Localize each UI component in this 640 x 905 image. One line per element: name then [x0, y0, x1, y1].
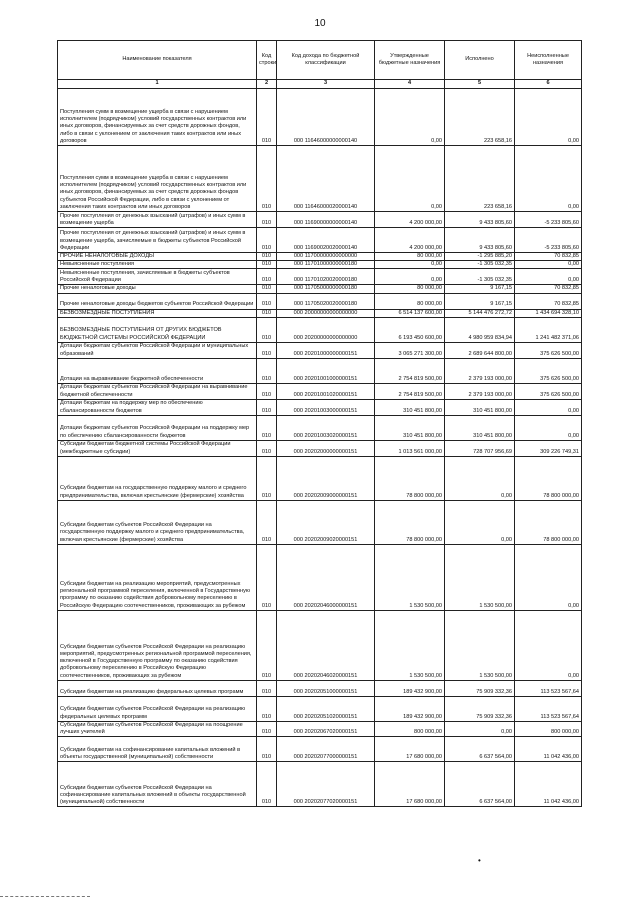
- table-row: [58, 415, 582, 440]
- row-approved-amount: 78 800 000,00: [375, 456, 445, 500]
- row-unexecuted-amount: 375 626 500,00: [515, 358, 582, 383]
- row-classification-code: 000 11690000000000140: [277, 212, 375, 228]
- row-classification-code: 000 11646000020000140: [277, 146, 375, 212]
- table-row: [58, 293, 582, 309]
- row-line-code: 010: [257, 309, 277, 317]
- column-number: 4: [375, 80, 445, 89]
- row-approved-amount: 1 530 500,00: [375, 610, 445, 680]
- row-name: БЕЗВОЗМЕЗДНЫЕ ПОСТУПЛЕНИЯ ОТ ДРУГИХ БЮДЖЕТОВ БЮДЖЕТНОЙ СИСТЕМЫ РОССИЙСКОЙ ФЕДЕРАЦИИ: [58, 317, 257, 342]
- row-line-code: 010: [257, 440, 277, 456]
- row-executed-amount: 9 433 805,60: [445, 212, 515, 228]
- column-number-row: [58, 80, 582, 89]
- table-header-row: [58, 41, 582, 80]
- row-name: Прочие неналоговые доходы бюджетов субъектов Российской Федерации: [58, 293, 257, 309]
- row-line-code: 010: [257, 269, 277, 285]
- row-executed-amount: 9 167,15: [445, 285, 515, 293]
- page-number: 10: [314, 18, 326, 29]
- row-executed-amount: 2 379 193 000,00: [445, 383, 515, 399]
- row-approved-amount: 189 432 900,00: [375, 680, 445, 696]
- table-row: [58, 737, 582, 762]
- row-classification-code: 000 20202046000000151: [277, 544, 375, 610]
- row-approved-amount: 2 754 819 500,00: [375, 358, 445, 383]
- row-unexecuted-amount: 70 832,85: [515, 293, 582, 309]
- row-line-code: 010: [257, 89, 277, 146]
- row-line-code: 010: [257, 500, 277, 544]
- row-executed-amount: 223 658,16: [445, 89, 515, 146]
- row-classification-code: 000 20202051020000151: [277, 696, 375, 721]
- row-line-code: 010: [257, 721, 277, 736]
- row-approved-amount: 189 432 900,00: [375, 696, 445, 721]
- row-approved-amount: 0,00: [375, 261, 445, 269]
- row-approved-amount: 1 013 561 000,00: [375, 440, 445, 456]
- row-classification-code: 000 20201001000000151: [277, 358, 375, 383]
- row-unexecuted-amount: 78 800 000,00: [515, 500, 582, 544]
- row-approved-amount: 0,00: [375, 89, 445, 146]
- table-row: [58, 253, 582, 261]
- row-name: Дотации бюджетам субъектов Российской Федерации и муниципальных образований: [58, 342, 257, 358]
- header-approved-appropriations: Утвержденные бюджетные назначения: [375, 41, 445, 80]
- row-line-code: 010: [257, 737, 277, 762]
- row-unexecuted-amount: -5 233 805,60: [515, 212, 582, 228]
- row-unexecuted-amount: 0,00: [515, 415, 582, 440]
- row-unexecuted-amount: 0,00: [515, 269, 582, 285]
- row-line-code: 010: [257, 399, 277, 415]
- table-body: [58, 89, 582, 807]
- row-line-code: 010: [257, 456, 277, 500]
- row-unexecuted-amount: 309 226 749,31: [515, 440, 582, 456]
- column-number: 5: [445, 80, 515, 89]
- row-name: Субсидии бюджетам на реализацию федеральных целевых программ: [58, 680, 257, 696]
- header-line-code: Код строки: [257, 41, 277, 80]
- table-row: [58, 544, 582, 610]
- row-unexecuted-amount: 0,00: [515, 146, 582, 212]
- table-row: [58, 261, 582, 269]
- row-line-code: 010: [257, 212, 277, 228]
- table-row: [58, 228, 582, 253]
- row-name: Прочие поступления от денежных взысканий (штрафов) и иных сумм в возмещение ущерба, зачисляемые в бюджеты субъектов Российской Федерации: [58, 228, 257, 253]
- row-approved-amount: 2 754 819 500,00: [375, 383, 445, 399]
- row-name: Субсидии бюджетам на реализацию мероприятий, предусмотренных региональной программой переселения, включенной в Государственную программу по оказанию содействия добровольному переселению в Российскую Федерацию соотечественников, проживающих за рубежом: [58, 544, 257, 610]
- row-name: Субсидии бюджетам субъектов Российской Федерации на реализацию федеральных целевых программ: [58, 696, 257, 721]
- row-unexecuted-amount: 70 832,85: [515, 253, 582, 261]
- row-executed-amount: 0,00: [445, 456, 515, 500]
- row-executed-amount: 4 980 959 834,94: [445, 317, 515, 342]
- row-executed-amount: -1 295 885,20: [445, 253, 515, 261]
- row-classification-code: 000 11701020020000180: [277, 269, 375, 285]
- row-unexecuted-amount: 375 626 500,00: [515, 342, 582, 358]
- row-executed-amount: 0,00: [445, 500, 515, 544]
- row-executed-amount: 75 909 332,36: [445, 680, 515, 696]
- row-line-code: 010: [257, 358, 277, 383]
- row-executed-amount: 9 167,15: [445, 293, 515, 309]
- table-row: [58, 680, 582, 696]
- row-executed-amount: 728 707 956,69: [445, 440, 515, 456]
- table-row: [58, 383, 582, 399]
- row-executed-amount: 310 451 800,00: [445, 415, 515, 440]
- row-executed-amount: 5 144 476 272,72: [445, 309, 515, 317]
- row-line-code: 010: [257, 696, 277, 721]
- row-classification-code: 000 20201001020000151: [277, 383, 375, 399]
- column-number: 6: [515, 80, 582, 89]
- header-budget-classification-code: Код дохода по бюджетной классификации: [277, 41, 375, 80]
- row-line-code: 010: [257, 342, 277, 358]
- table-row: [58, 399, 582, 415]
- row-name: Поступления сумм в возмещение ущерба в связи с нарушением исполнителем (подрядчиком) условий государственных контрактов или иных договоров, финансируемых за счет средств дорожных фондов, либо в связи с уклонением от заключения таких контрактов или иных договоров: [58, 89, 257, 146]
- row-name: Прочие поступления от денежных взысканий (штрафов) и иных сумм в возмещение ущерба: [58, 212, 257, 228]
- column-number: 1: [58, 80, 257, 89]
- row-executed-amount: 223 658,16: [445, 146, 515, 212]
- row-name: Субсидии бюджетам на государственную поддержку малого и среднего предпринимательства, включая крестьянские (фермерские) хозяйства: [58, 456, 257, 500]
- row-line-code: 010: [257, 293, 277, 309]
- row-approved-amount: 310 451 800,00: [375, 399, 445, 415]
- table-row: [58, 696, 582, 721]
- row-name: Прочие неналоговые доходы: [58, 285, 257, 293]
- row-name: Субсидии бюджетам субъектов Российской Федерации на поощрение лучших учителей: [58, 721, 257, 736]
- row-executed-amount: 1 530 500,00: [445, 610, 515, 680]
- table-row: [58, 342, 582, 358]
- row-unexecuted-amount: 78 800 000,00: [515, 456, 582, 500]
- row-classification-code: 000 20202000000000151: [277, 440, 375, 456]
- row-name: Поступления сумм в возмещение ущерба в связи с нарушением исполнителем (подрядчиком) условий государственных контрактов или иных договоров, финансируемых за счет средств дорожных фондов субъектов Российской Федерации, либо в связи с уклонением от заключения таких контрактов или иных договоров: [58, 146, 257, 212]
- row-unexecuted-amount: 113 523 567,64: [515, 680, 582, 696]
- row-executed-amount: -1 305 032,35: [445, 269, 515, 285]
- row-name: Невыясненные поступления, зачисляемые в бюджеты субъектов Российской Федерации: [58, 269, 257, 285]
- row-approved-amount: 17 680 000,00: [375, 762, 445, 807]
- row-name: Невыясненные поступления: [58, 261, 257, 269]
- row-classification-code: 000 20202077000000151: [277, 737, 375, 762]
- row-approved-amount: 1 530 500,00: [375, 544, 445, 610]
- row-executed-amount: 1 530 500,00: [445, 544, 515, 610]
- row-unexecuted-amount: 113 523 567,64: [515, 696, 582, 721]
- table-row: [58, 500, 582, 544]
- row-executed-amount: 2 689 644 800,00: [445, 342, 515, 358]
- header-indicator-name: Наименование показателя: [58, 41, 257, 80]
- row-unexecuted-amount: 11 042 436,00: [515, 737, 582, 762]
- row-executed-amount: 2 379 193 000,00: [445, 358, 515, 383]
- row-executed-amount: -1 305 032,35: [445, 261, 515, 269]
- row-classification-code: 000 20201003020000151: [277, 415, 375, 440]
- footer-mark: •: [478, 856, 481, 865]
- row-unexecuted-amount: 0,00: [515, 544, 582, 610]
- row-approved-amount: 17 680 000,00: [375, 737, 445, 762]
- column-number: 3: [277, 80, 375, 89]
- table-row: [58, 285, 582, 293]
- row-unexecuted-amount: 1 434 694 328,10: [515, 309, 582, 317]
- row-line-code: 010: [257, 610, 277, 680]
- row-unexecuted-amount: -5 233 805,60: [515, 228, 582, 253]
- row-name: Субсидии бюджетам субъектов Российской Федерации на реализацию мероприятий, предусмотренных региональной программой переселения, включенной в Государственную программу по оказанию содействия добровольному переселению в Российскую Федерацию соотечественников, проживающих за рубежом: [58, 610, 257, 680]
- row-classification-code: 000 11701000000000180: [277, 261, 375, 269]
- row-classification-code: 000 20200000000000000: [277, 317, 375, 342]
- row-classification-code: 000 20202046020000151: [277, 610, 375, 680]
- row-line-code: 010: [257, 253, 277, 261]
- row-unexecuted-amount: 800 000,00: [515, 721, 582, 736]
- table-row: [58, 440, 582, 456]
- row-classification-code: 000 11705020020000180: [277, 293, 375, 309]
- row-approved-amount: 4 200 000,00: [375, 228, 445, 253]
- table-row: [58, 309, 582, 317]
- row-line-code: 010: [257, 146, 277, 212]
- row-unexecuted-amount: 0,00: [515, 261, 582, 269]
- row-line-code: 010: [257, 762, 277, 807]
- row-executed-amount: 0,00: [445, 721, 515, 736]
- row-classification-code: 000 11690020020000140: [277, 228, 375, 253]
- header-unexecuted-appropriations: Неисполненные назначения: [515, 41, 582, 80]
- row-line-code: 010: [257, 228, 277, 253]
- row-approved-amount: 80 000,00: [375, 253, 445, 261]
- row-unexecuted-amount: 1 241 482 371,06: [515, 317, 582, 342]
- row-name: Субсидии бюджетам субъектов Российской Федерации на государственную поддержку малого и среднего предпринимательства, включая крестьянские (фермерские) хозяйства: [58, 500, 257, 544]
- row-name: Субсидии бюджетам субъектов Российской Федерации на софинансирование капитальных вложений в объекты государственной (муниципальной) собственности: [58, 762, 257, 807]
- row-line-code: 010: [257, 383, 277, 399]
- row-classification-code: 000 20202067020000151: [277, 721, 375, 736]
- bottom-divider: [0, 896, 90, 898]
- row-unexecuted-amount: 375 626 500,00: [515, 383, 582, 399]
- row-executed-amount: 6 637 564,00: [445, 737, 515, 762]
- row-line-code: 010: [257, 285, 277, 293]
- row-executed-amount: 6 637 564,00: [445, 762, 515, 807]
- row-unexecuted-amount: 0,00: [515, 89, 582, 146]
- row-classification-code: 000 20000000000000000: [277, 309, 375, 317]
- row-line-code: 010: [257, 544, 277, 610]
- table-row: [58, 610, 582, 680]
- row-classification-code: 000 11646000000000140: [277, 89, 375, 146]
- row-line-code: 010: [257, 680, 277, 696]
- row-name: Дотации бюджетам на поддержку мер по обеспечению сбалансированности бюджетов: [58, 399, 257, 415]
- row-approved-amount: 0,00: [375, 146, 445, 212]
- row-name: БЕЗВОЗМЕЗДНЫЕ ПОСТУПЛЕНИЯ: [58, 309, 257, 317]
- header-executed: Исполнено: [445, 41, 515, 80]
- column-number: 2: [257, 80, 277, 89]
- row-approved-amount: 4 200 000,00: [375, 212, 445, 228]
- row-approved-amount: 6 193 450 600,00: [375, 317, 445, 342]
- table-row: [58, 317, 582, 342]
- budget-execution-table: [57, 40, 582, 807]
- row-line-code: 010: [257, 415, 277, 440]
- row-unexecuted-amount: 0,00: [515, 610, 582, 680]
- row-classification-code: 000 11705000000000180: [277, 285, 375, 293]
- table-row: [58, 762, 582, 807]
- row-line-code: 010: [257, 317, 277, 342]
- row-executed-amount: 310 451 800,00: [445, 399, 515, 415]
- table-row: [58, 269, 582, 285]
- row-classification-code: 000 20202051000000151: [277, 680, 375, 696]
- row-classification-code: 000 11700000000000000: [277, 253, 375, 261]
- row-name: ПРОЧИЕ НЕНАЛОГОВЫЕ ДОХОДЫ: [58, 253, 257, 261]
- row-name: Дотации бюджетам субъектов Российской Федерации на выравнивание бюджетной обеспеченности: [58, 383, 257, 399]
- row-classification-code: 000 20202077020000151: [277, 762, 375, 807]
- row-approved-amount: 3 065 271 300,00: [375, 342, 445, 358]
- row-approved-amount: 78 800 000,00: [375, 500, 445, 544]
- table-row: [58, 721, 582, 736]
- table-row: [58, 212, 582, 228]
- table-row: [58, 146, 582, 212]
- row-line-code: 010: [257, 261, 277, 269]
- row-approved-amount: 310 451 800,00: [375, 415, 445, 440]
- row-approved-amount: 80 000,00: [375, 293, 445, 309]
- row-unexecuted-amount: 0,00: [515, 399, 582, 415]
- row-approved-amount: 0,00: [375, 269, 445, 285]
- row-approved-amount: 80 000,00: [375, 285, 445, 293]
- table-row: [58, 456, 582, 500]
- row-unexecuted-amount: 11 042 436,00: [515, 762, 582, 807]
- row-name: Дотации бюджетам субъектов Российской Федерации на поддержку мер по обеспечению сбалансированности бюджетов: [58, 415, 257, 440]
- row-name: Субсидии бюджетам бюджетной системы Российской Федерации (межбюджетные субсидии): [58, 440, 257, 456]
- row-classification-code: 000 20201000000000151: [277, 342, 375, 358]
- row-approved-amount: 6 514 137 600,00: [375, 309, 445, 317]
- row-executed-amount: 9 433 805,60: [445, 228, 515, 253]
- row-name: Дотации на выравнивание бюджетной обеспеченности: [58, 358, 257, 383]
- table-row: [58, 358, 582, 383]
- row-name: Субсидии бюджетам на софинансирование капитальных вложений в объекты государственной (муниципальной) собственности: [58, 737, 257, 762]
- row-classification-code: 000 20202009000000151: [277, 456, 375, 500]
- row-executed-amount: 75 909 332,36: [445, 696, 515, 721]
- table-row: [58, 89, 582, 146]
- row-classification-code: 000 20202009020000151: [277, 500, 375, 544]
- row-classification-code: 000 20201003000000151: [277, 399, 375, 415]
- row-unexecuted-amount: 70 832,85: [515, 285, 582, 293]
- row-approved-amount: 800 000,00: [375, 721, 445, 736]
